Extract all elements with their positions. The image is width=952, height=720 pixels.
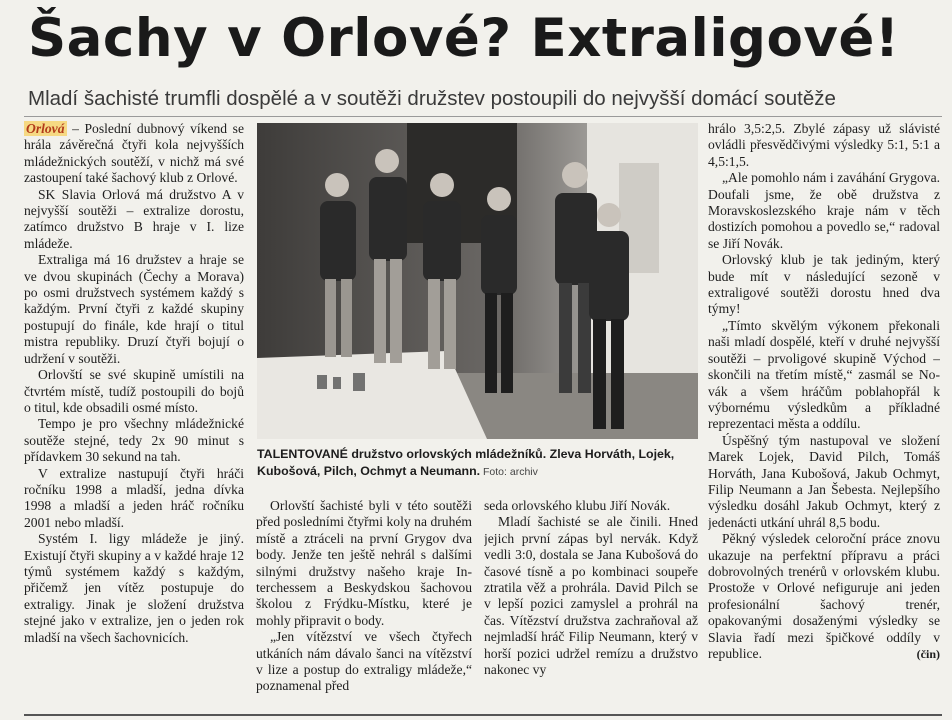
author-signature: (čin) xyxy=(916,647,940,661)
paragraph: Extraliga má 16 družstev a hraje se ve dvou skupinách (Čechy a Morava) po osmi družstvech systémem každý s každým. První čtyři z každé skupiny postupují do finále, kde hrají o titul mistra republiky. Druzí čtyři bojují o udržení v soutěži. xyxy=(24,252,244,366)
subheadline: Mladí šachisté trumfli dospělé a v soutěži družstev postoupili do nejvyšší domácí soutěže xyxy=(28,87,836,110)
paragraph: „Tímto skvělým výkonem překonali naši mladí dospělé, kteří v druhé nejvyšší soutěži – prvoligové skupině Východ – skončili na třetím místě,“ zasmál se Novák a všem hráčům poblahopřál k výbornému výsledkům a příkladné reprezentaci města a oddílu. xyxy=(708,317,940,432)
team-photo-illustration xyxy=(257,123,698,439)
bottom-rule xyxy=(24,714,942,716)
paragraph: Orlovští se své skupině umístili na čtvrtém místě, tudíž postoupili do bojů o titul, kde obsadili osmé místo. xyxy=(24,367,244,415)
paragraph: „Ale pomohlo nám i zaváhání Grygova. Doufali jsme, že obě družstva z Moravskoslezského kraje nám v těch dostizích pomohou a povedlo se,“ radoval se Jiří Novák. xyxy=(708,170,940,251)
article-column-1 xyxy=(24,121,244,706)
lead-paragraph xyxy=(24,121,244,187)
paragraph: Orlovský klub je tak jediným, který bude mít v následující sezoně v extraligové soutěži dorostu hned dva týmy! xyxy=(708,252,940,317)
paragraph: Tempo je pro všechny mládežnické soutěže stejné, tedy 2x 90 minut s přídavkem 30 sekund na tah. xyxy=(24,416,244,465)
article-column-3 xyxy=(484,498,698,708)
team-photo xyxy=(257,123,698,439)
paragraph: seda orlovského klubu Jiří Novák. xyxy=(484,498,671,513)
dateline: Orlová xyxy=(26,121,65,136)
paragraph: Mladí šachisté se ale činili. Hned jejich první zápas byl nervák. Když vedli 3:0, dostala se Jana Kubošová do časové tísně a po kombinaci soupeře ztratila věž a prohrála. David Pilch se v lepší pozici zamyslel a prohrál na čas. Vítězství družstva zachraňoval až nejmladší hráč Filip Neumann, který v horší pozici udržel remízu a družstvo nakonec vy xyxy=(484,514,698,678)
caption-text: družstvo orlovských mládežníků. Zleva Horváth, Lojek, Kubošová, Pilch, Ochmyt a Neumann. xyxy=(257,447,675,478)
paragraph: hrálo 3,5:2,5. Zbylé zápasy už slávisté ovládli přesvědčivými výsledky 5:1, 5:1 a 4,5:1,5. xyxy=(708,121,940,169)
paragraph: Úspěšný tým nastupoval ve složení Marek Lojek, David Pilch, Tomáš Horváth, Jana Kubošová, Jakub Ochmyt, Filip Neumann a Jan Šebesta. Nejlepšího výsledku dosáhl Jakub Ochmyt, který z jedenácti utkání uhrál 8,5 bodu. xyxy=(708,432,940,530)
paragraph: Orlovští šachisté byli v této soutěži před posledními čtyřmi koly na druhém místě a ztráceli na první Grygov dva body. Jenže ten ještě nehrál s dalšími silnými družstvy našeho kraje Interchessem a Beskydskou šachovou školou z Frýdku-Místku, které je mohly připravit o body. xyxy=(256,498,472,628)
article-column-4 xyxy=(708,121,940,713)
paragraph: V extralize nastupují čtyři hráči ročníku 1998 a mladší, jedna dívka 1998 a mladší a jeden hráč ročníku 2001 nebo mladší. xyxy=(24,465,244,530)
paragraph: „Jen vítězství ve všech čtyřech utkáních nám dávalo šanci na vítězství v lize a postup do extraligy mládeže,“ poznamenal před xyxy=(256,629,472,694)
photo-caption xyxy=(257,446,698,480)
photo-credit: Foto: archiv xyxy=(480,465,538,478)
article-column-2 xyxy=(256,498,472,708)
paragraph-text: Pěkný výsledek celoroční práce znovu ukazuje na perfektní přípravu a práci dobrovolných trenérů v orlovském klubu. Prostože v Orlové nefiguruje ani jeden profesionální šachový trenér, opakovanými dosaženými výsledky se Slavia řadí mezi špičkové oddíly v republice. xyxy=(708,531,940,661)
paragraph xyxy=(708,531,940,662)
top-rule xyxy=(24,116,942,117)
lead-text: – Poslední dubnový víkend se hrála závěrečná čtyři kola nejvyšších mládežnických soutěží, v nichž má své zastoupení také šachový klub z Orlové. xyxy=(24,121,244,186)
headline: Šachy v Orlové? Extraligové! xyxy=(28,8,900,69)
caption-lead: TALENTOVANÉ xyxy=(257,447,348,461)
paragraph: Systém I. ligy mládeže je jiný. Existují čtyři skupiny a v každé hraje 12 týmů systémem každý s každým, přičemž jen vítěz postupuje do extraligy. Jinak je složení družstva stejné jako v extralize, jen o jeden rok mladší na všech šachovnicích. xyxy=(24,531,244,645)
paragraph: SK Slavia Orlová má družstvo A v nejvyšší soutěži – extralize dorostu, zatímco družstvo B hraje v I. lize mládeže. xyxy=(24,186,244,251)
